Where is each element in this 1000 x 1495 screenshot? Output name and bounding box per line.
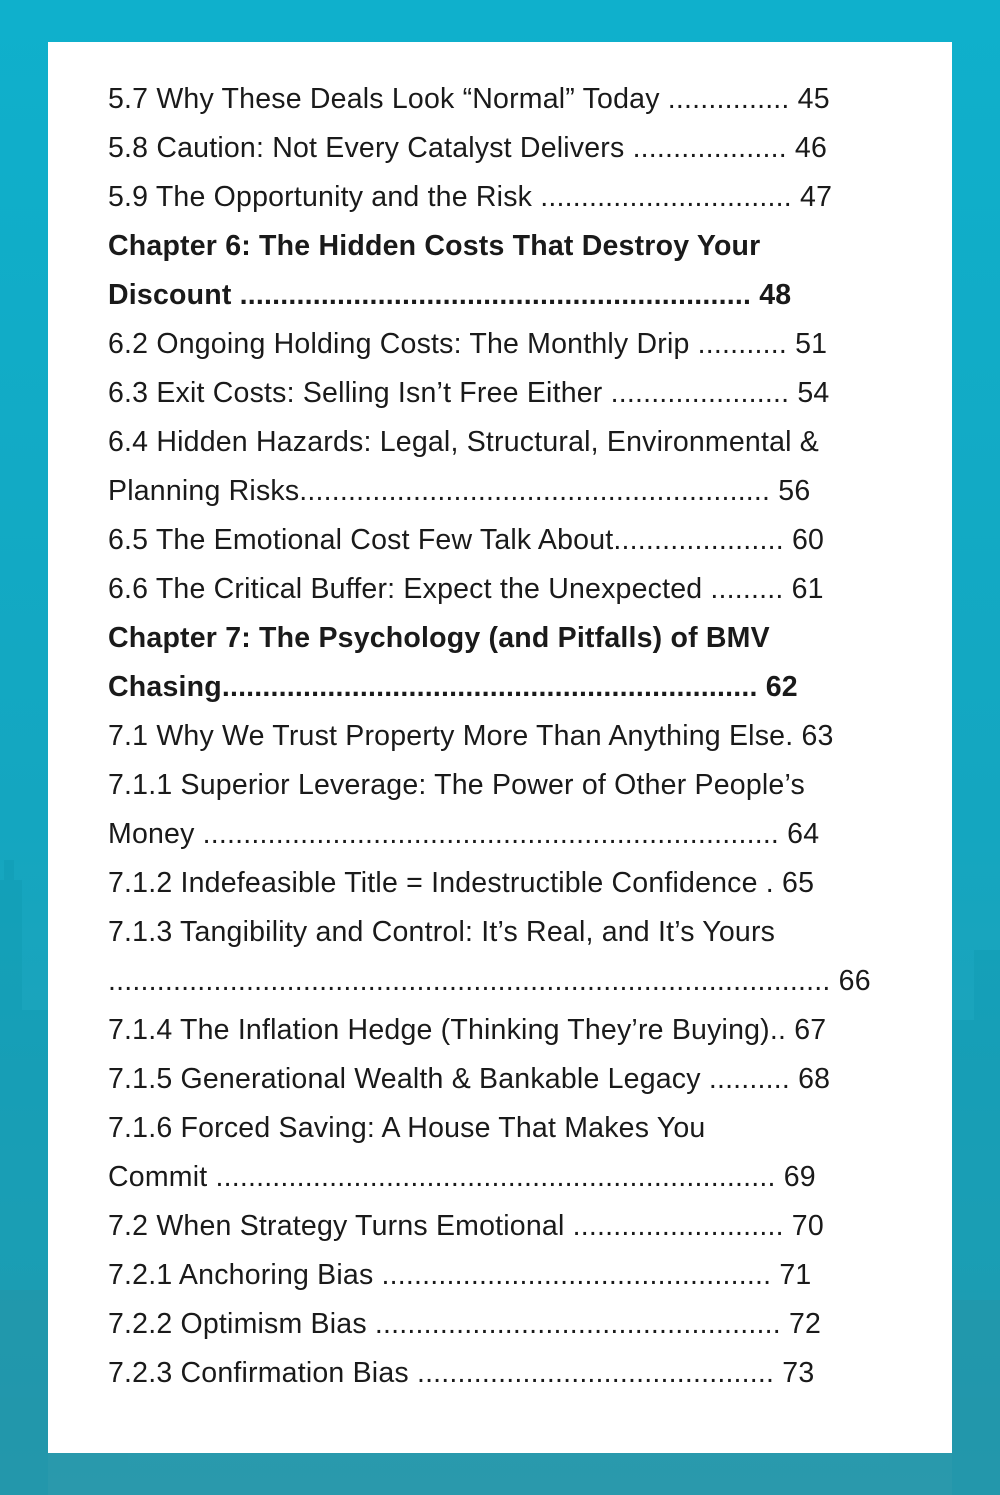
toc-entry[interactable]: 7.1.5 Generational Wealth & Bankable Legacy .......... 68 xyxy=(108,1063,831,1095)
toc-entry[interactable]: Money ....................................................................... 64 xyxy=(108,818,820,850)
toc-entry[interactable]: 6.4 Hidden Hazards: Legal, Structural, Environmental & xyxy=(108,426,819,458)
toc-entry[interactable]: 7.1.2 Indefeasible Title = Indestructible Confidence . 65 xyxy=(108,867,815,899)
toc-chapter-entry[interactable]: Chapter 6: The Hidden Costs That Destroy Your xyxy=(108,230,761,262)
toc-chapter-entry[interactable]: Discount ............................................................... 48 xyxy=(108,279,792,311)
toc-entry[interactable]: 7.1.3 Tangibility and Control: It’s Real, and It’s Yours xyxy=(108,916,776,948)
toc-entry[interactable]: 5.7 Why These Deals Look “Normal” Today ............... 45 xyxy=(108,83,830,115)
toc-entry[interactable]: 7.1 Why We Trust Property More Than Anything Else. 63 xyxy=(108,720,834,752)
toc-entry[interactable]: 6.5 The Emotional Cost Few Talk About..................... 60 xyxy=(108,524,825,556)
toc-entry[interactable]: Commit ..................................................................... 69 xyxy=(108,1161,816,1193)
toc-entry[interactable]: 7.1.1 Superior Leverage: The Power of Other People’s xyxy=(108,769,805,801)
toc-entry[interactable]: 7.1.4 The Inflation Hedge (Thinking They’re Buying).. 67 xyxy=(108,1014,827,1046)
toc-entry[interactable]: ......................................................................................... 66 xyxy=(108,965,871,997)
table-of-contents xyxy=(108,75,898,1398)
toc-entry[interactable]: 7.2.2 Optimism Bias .................................................. 72 xyxy=(108,1308,822,1340)
toc-entry[interactable]: 7.2.3 Confirmation Bias ............................................ 73 xyxy=(108,1357,815,1389)
toc-entry[interactable]: 6.6 The Critical Buffer: Expect the Unexpected ......... 61 xyxy=(108,573,824,605)
toc-chapter-entry[interactable]: Chapter 7: The Psychology (and Pitfalls) of BMV xyxy=(108,622,770,654)
toc-entry[interactable]: Planning Risks.......................................................... 56 xyxy=(108,475,811,507)
toc-entry[interactable]: 7.2.1 Anchoring Bias ................................................ 71 xyxy=(108,1259,812,1291)
toc-entry[interactable]: 6.2 Ongoing Holding Costs: The Monthly Drip ........... 51 xyxy=(108,328,828,360)
toc-entry[interactable]: 7.2 When Strategy Turns Emotional .......................... 70 xyxy=(108,1210,824,1242)
toc-entry[interactable]: 5.9 The Opportunity and the Risk ............................... 47 xyxy=(108,181,833,213)
toc-chapter-entry[interactable]: Chasing.................................................................. 62 xyxy=(108,671,798,703)
toc-entry[interactable]: 6.3 Exit Costs: Selling Isn’t Free Either ...................... 54 xyxy=(108,377,830,409)
toc-page xyxy=(48,42,952,1453)
toc-entry[interactable]: 5.8 Caution: Not Every Catalyst Delivers ................... 46 xyxy=(108,132,828,164)
toc-entry[interactable]: 7.1.6 Forced Saving: A House That Makes You xyxy=(108,1112,706,1144)
